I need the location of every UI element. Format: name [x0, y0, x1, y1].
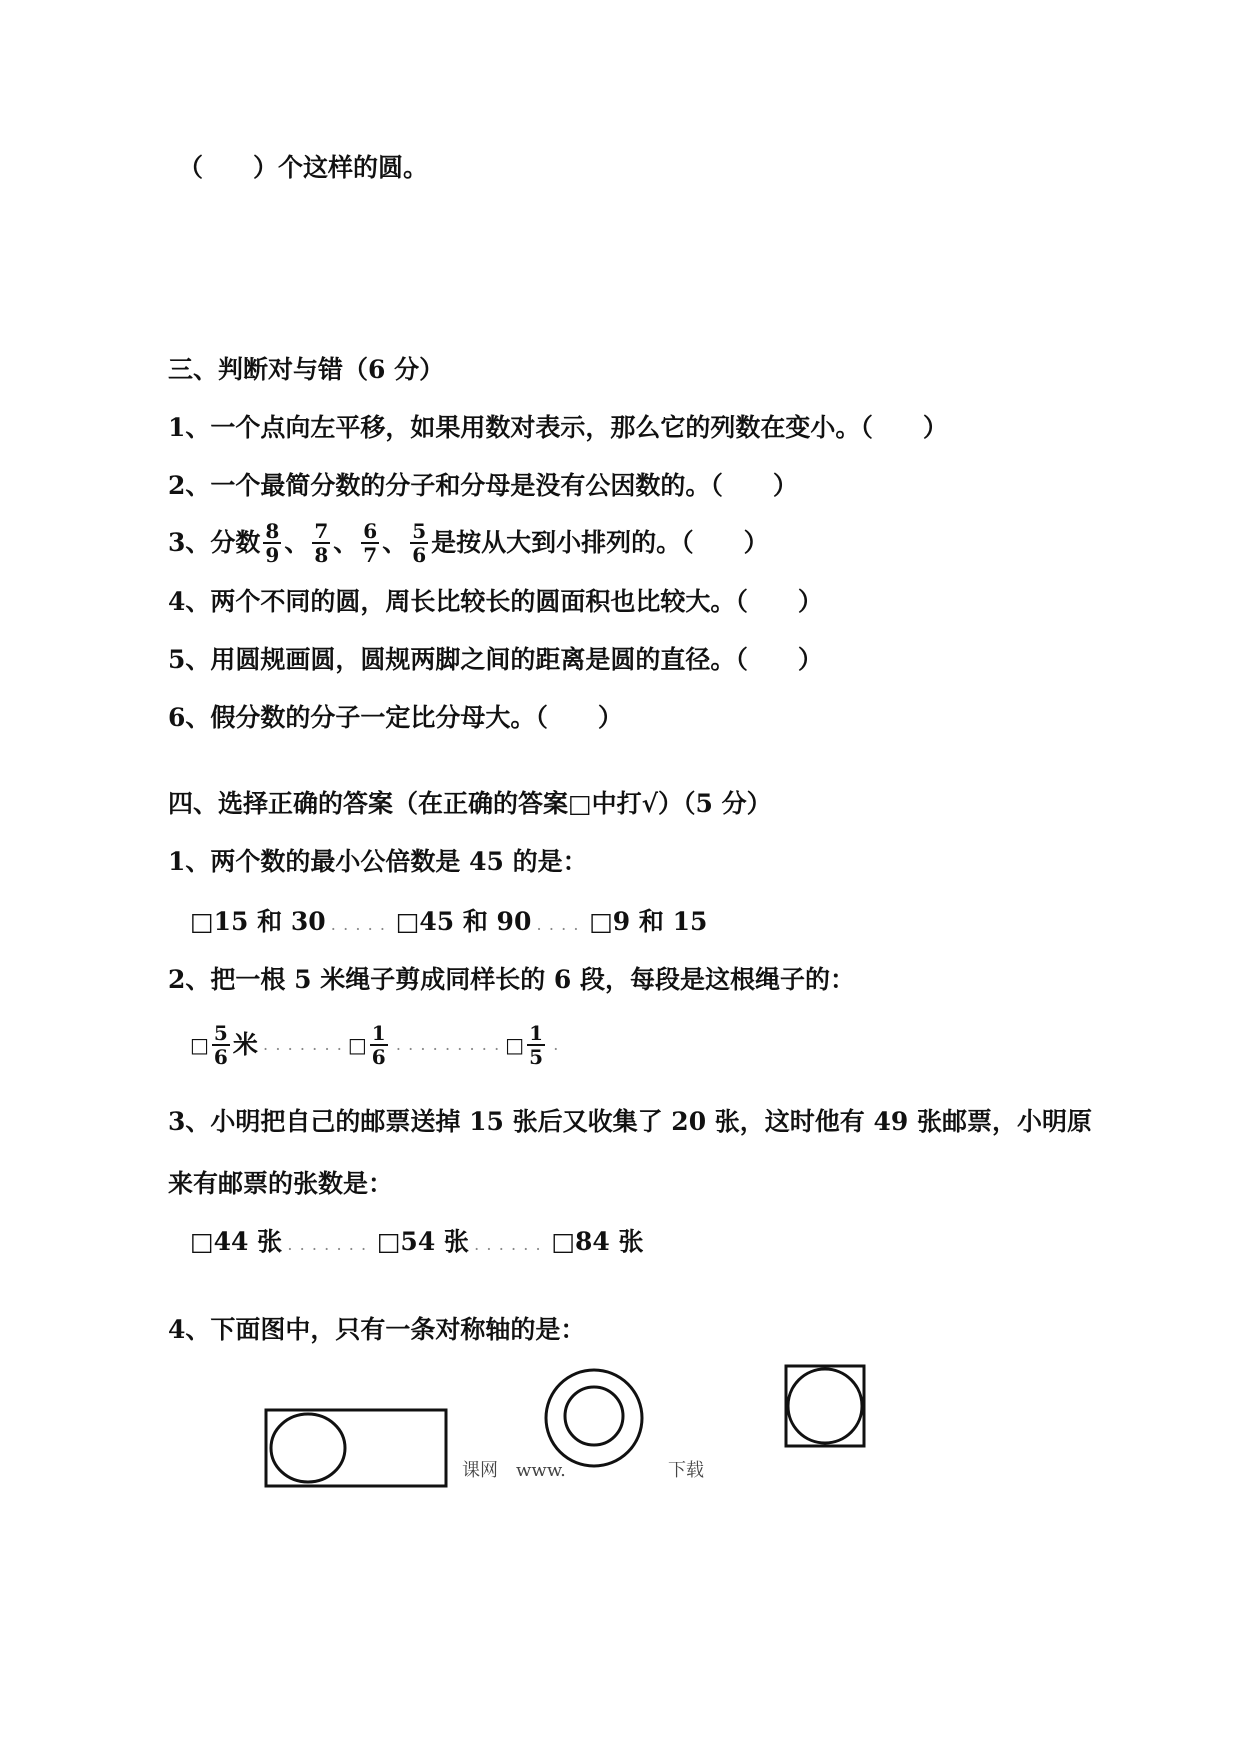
sec4-q2: 2、把一根 5 米绳子剪成同样长的 6 段，每段是这根绳子的： — [168, 965, 856, 994]
option-box[interactable]: □ — [190, 1033, 209, 1057]
fraction-8-9 — [263, 520, 281, 566]
leader-dots: . . . . . . — [468, 1235, 543, 1254]
sec3-q3-prefix: 3、分数 — [168, 528, 261, 557]
sec4-q1: 1、两个数的最小公倍数是 45 的是： — [168, 847, 588, 876]
option-9-15[interactable]: □9 和 15 — [589, 907, 708, 936]
sec4-q3-options — [190, 1226, 643, 1261]
option-45-90[interactable]: □45 和 90 — [395, 907, 532, 936]
inner-circle — [565, 1387, 623, 1445]
footer-watermark-left: 课网 www. — [462, 1460, 566, 1481]
inner-circle — [271, 1414, 345, 1482]
separator: 、 — [284, 528, 310, 557]
square-with-circle-figure[interactable] — [784, 1364, 868, 1450]
concentric-circles-figure[interactable] — [542, 1366, 646, 1470]
outer-circle — [546, 1370, 642, 1466]
option-box[interactable]: □ — [347, 1033, 367, 1057]
fraction-1-5-option — [527, 1022, 545, 1068]
option-84[interactable]: □84 张 — [551, 1227, 644, 1256]
fraction-7-8 — [312, 520, 330, 566]
frac-num: 5 — [412, 519, 427, 543]
rectangle-outline — [266, 1410, 446, 1486]
section-4-title: 四、选择正确的答案（在正确的答案□中打√）（5 分） — [168, 789, 772, 818]
option-54[interactable]: □54 张 — [376, 1227, 469, 1256]
sec4-q4: 4、下面图中，只有一条对称轴的是： — [168, 1315, 586, 1344]
sec4-q1-options — [190, 906, 707, 941]
fraction-6-7 — [361, 520, 379, 566]
option-15-30[interactable]: □15 和 30 — [190, 907, 326, 936]
frac-den: 5 — [529, 1045, 543, 1069]
frac-den: 7 — [363, 543, 378, 567]
frac-num: 5 — [213, 1021, 228, 1045]
sec3-q2: 2、一个最简分数的分子和分母是没有公因数的。（ ） — [168, 471, 798, 500]
sec3-q4: 4、两个不同的圆，周长比较长的圆面积也比较大。（ ） — [168, 587, 823, 616]
option-box[interactable]: □ — [505, 1033, 525, 1057]
frac-den: 8 — [314, 543, 329, 567]
frac-den: 6 — [371, 1045, 386, 1069]
sec3-q3 — [168, 520, 769, 566]
leader-dots: . . . . . . . — [282, 1235, 369, 1254]
unit-label: 米 — [232, 1030, 258, 1059]
sec3-q1: 1、一个点向左平移，如果用数对表示，那么它的列数在变小。（ ） — [168, 413, 948, 442]
frac-num: 1 — [529, 1021, 543, 1045]
sec3-q3-suffix: 是按从大到小排列的。（ ） — [431, 528, 769, 557]
footer-watermark-right: 下载 — [668, 1460, 704, 1481]
rectangle-with-circle-figure[interactable] — [264, 1408, 450, 1490]
leader-dots: . . . . . . . . . — [390, 1035, 502, 1054]
frac-num: 1 — [371, 1021, 386, 1045]
frac-den: 9 — [265, 543, 280, 567]
section-3-title: 三、判断对与错（6 分） — [168, 355, 445, 384]
leader-dots: . . . . . — [325, 915, 388, 934]
option-44[interactable]: □44 张 — [190, 1227, 283, 1256]
frac-den: 6 — [213, 1045, 228, 1069]
square-outline — [786, 1366, 864, 1446]
separator: 、 — [382, 528, 408, 557]
top-line: （ ）个这样的圆。 — [178, 153, 429, 182]
leader-dots: . . . . . . . — [257, 1035, 344, 1054]
frac-num: 8 — [265, 519, 280, 543]
sec4-q3-line1: 3、小明把自己的邮票送掉 15 张后又收集了 20 张，这时他有 49 张邮票，小明原 — [168, 1107, 1092, 1136]
frac-num: 7 — [314, 519, 329, 543]
fraction-1-6-option — [370, 1022, 388, 1068]
fraction-5-6 — [410, 520, 428, 566]
leader-dots: . — [548, 1035, 561, 1054]
leader-dots: . . . . — [531, 915, 581, 934]
sec3-q5: 5、用圆规画圆，圆规两脚之间的距离是圆的直径。（ ） — [168, 645, 823, 674]
frac-den: 6 — [412, 543, 427, 567]
inner-circle — [788, 1369, 862, 1443]
sec3-q6: 6、假分数的分子一定比分母大。（ ） — [168, 703, 623, 732]
frac-num: 6 — [363, 519, 378, 543]
sec4-q3-line2: 来有邮票的张数是： — [168, 1169, 394, 1198]
sec4-q2-options — [190, 1022, 560, 1068]
separator: 、 — [333, 528, 359, 557]
fraction-5-6-option — [212, 1022, 230, 1068]
